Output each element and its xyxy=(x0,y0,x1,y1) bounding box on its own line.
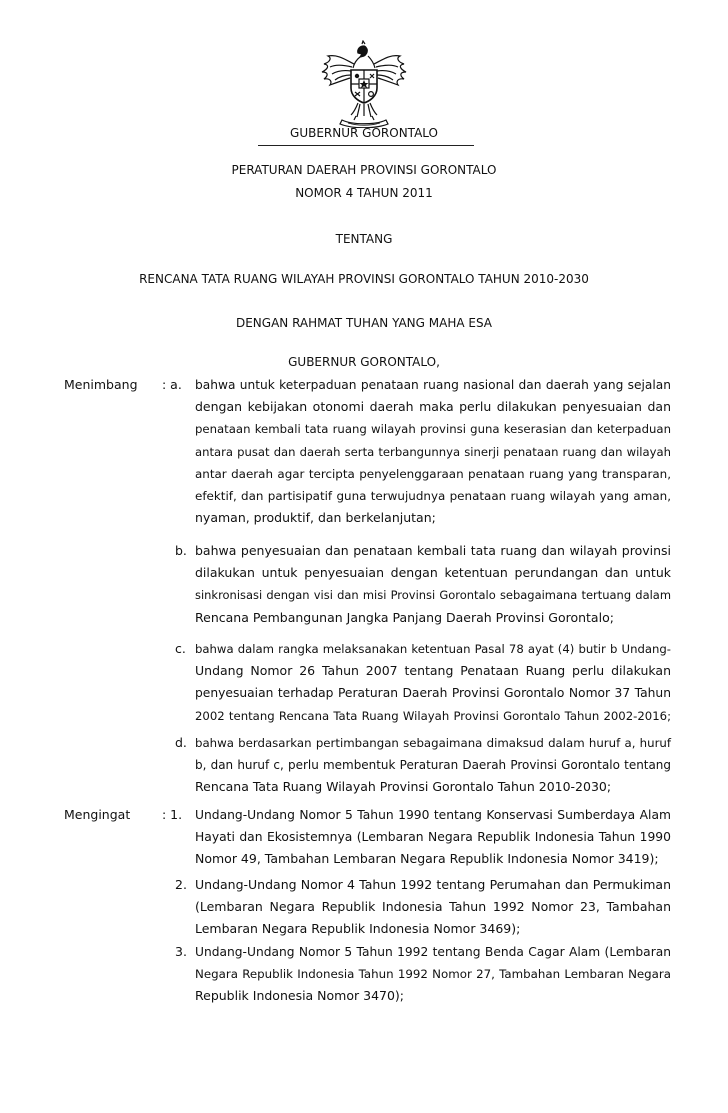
header-rule xyxy=(258,145,474,146)
text-line: dengan kebijakan otonomi daerah maka perlu dilakukan penyesuaian dan xyxy=(195,399,671,415)
text-line: bahwa dalam rangka melaksanakan ketentuan Pasal 78 ayat (4) butir b Undang- xyxy=(195,642,671,656)
text-line: bahwa untuk keterpaduan penataan ruang nasional dan daerah yang sejalan xyxy=(195,378,671,392)
text-line: Undang-Undang Nomor 5 Tahun 1992 tentang Benda Cagar Alam (Lembaran xyxy=(195,945,671,959)
mengingat-marker-2: 2. xyxy=(175,877,187,892)
text-line: antar daerah agar tercipta penyelenggaraan penataan ruang yang transparan, xyxy=(195,466,671,481)
regulation-subject: RENCANA TATA RUANG WILAYAH PROVINSI GORONTALO TAHUN 2010-2030 xyxy=(139,272,589,286)
text-line: antara pusat dan daerah serta terbangunnya sinerji penataan ruang dan wilayah xyxy=(195,444,671,459)
authority-heading: GUBERNUR GORONTALO xyxy=(290,126,438,140)
text-line: Negara Republik Indonesia Tahun 1992 Nomor 27, Tambahan Lembaran Negara xyxy=(195,967,671,982)
mengingat-item-2 xyxy=(195,877,671,944)
text-line: penyesuaian terhadap Peraturan Daerah Provinsi Gorontalo Nomor 37 Tahun xyxy=(195,686,671,701)
garuda-emblem-icon xyxy=(318,40,410,128)
menimbang-marker-a: : a. xyxy=(162,377,182,392)
text-line: Nomor 49, Tambahan Lembaran Negara Republik Indonesia Nomor 3419); xyxy=(195,851,659,867)
mengingat-item-3 xyxy=(195,944,671,1011)
text-line: Rencana Tata Ruang Wilayah Provinsi Gorontalo Tahun 2010-2030; xyxy=(195,779,612,795)
text-line: b, dan huruf c, perlu membentuk Peraturan Daerah Provinsi Gorontalo tentang xyxy=(195,758,671,773)
about-label: TENTANG xyxy=(335,232,393,246)
text-line: penataan kembali tata ruang wilayah provinsi guna keserasian dan keterpaduan xyxy=(195,422,671,437)
text-line: efektif, dan partisipatif guna terwujudnya penataan ruang wilayah yang aman, xyxy=(195,488,671,503)
text-line: Hayati dan Ekosistemnya (Lembaran Negara Republik Indonesia Tahun 1990 xyxy=(195,830,671,845)
mengingat-marker-3: 3. xyxy=(175,944,187,959)
menimbang-marker-d: d. xyxy=(175,735,187,750)
menimbang-marker-b: b. xyxy=(175,543,187,558)
text-line: Rencana Pembangunan Jangka Panjang Daerah Provinsi Gorontalo; xyxy=(195,609,614,625)
text-line: dilakukan untuk penyesuaian dengan ketentuan perundangan dan untuk xyxy=(195,565,671,581)
regulation-number: NOMOR 4 TAHUN 2011 xyxy=(295,186,433,200)
menimbang-item-c xyxy=(195,641,671,730)
menimbang-item-a xyxy=(195,377,671,532)
text-line: Undang-Undang Nomor 4 Tahun 1992 tentang Perumahan dan Permukiman xyxy=(195,877,671,892)
mengingat-label: Mengingat xyxy=(64,807,131,822)
text-line: Lembaran Negara Republik Indonesia Nomor 3469); xyxy=(195,921,521,937)
menimbang-label: Menimbang xyxy=(64,377,138,392)
text-line: Republik Indonesia Nomor 3470); xyxy=(195,988,405,1004)
text-line: Undang Nomor 26 Tahun 2007 tentang Penataan Ruang perlu dilakukan xyxy=(195,663,671,679)
mengingat-marker-1: : 1. xyxy=(162,807,183,822)
menimbang-item-d xyxy=(195,735,671,802)
text-line: (Lembaran Negara Republik Indonesia Tahun 1992 Nomor 23, Tambahan xyxy=(195,899,671,915)
text-line: nyaman, produktif, dan berkelanjutan; xyxy=(195,510,436,526)
issuer-line: GUBERNUR GORONTALO, xyxy=(288,355,440,369)
menimbang-marker-c: c. xyxy=(175,641,186,656)
text-line: Undang-Undang Nomor 5 Tahun 1990 tentang Konservasi Sumberdaya Alam xyxy=(195,808,671,822)
text-line: bahwa berdasarkan pertimbangan sebagaimana dimaksud dalam huruf a, huruf xyxy=(195,736,671,750)
text-line: 2002 tentang Rencana Tata Ruang Wilayah Provinsi Gorontalo Tahun 2002-2016; xyxy=(195,708,671,723)
mengingat-item-1 xyxy=(195,807,671,874)
text-line: sinkronisasi dengan visi dan misi Provinsi Gorontalo sebagaimana tertuang dalam xyxy=(195,588,671,603)
menimbang-item-b xyxy=(195,543,671,632)
regulation-title: PERATURAN DAERAH PROVINSI GORONTALO xyxy=(231,163,497,177)
blessing-line: DENGAN RAHMAT TUHAN YANG MAHA ESA xyxy=(235,316,493,330)
text-line: bahwa penyesuaian dan penataan kembali tata ruang dan wilayah provinsi xyxy=(195,543,671,558)
